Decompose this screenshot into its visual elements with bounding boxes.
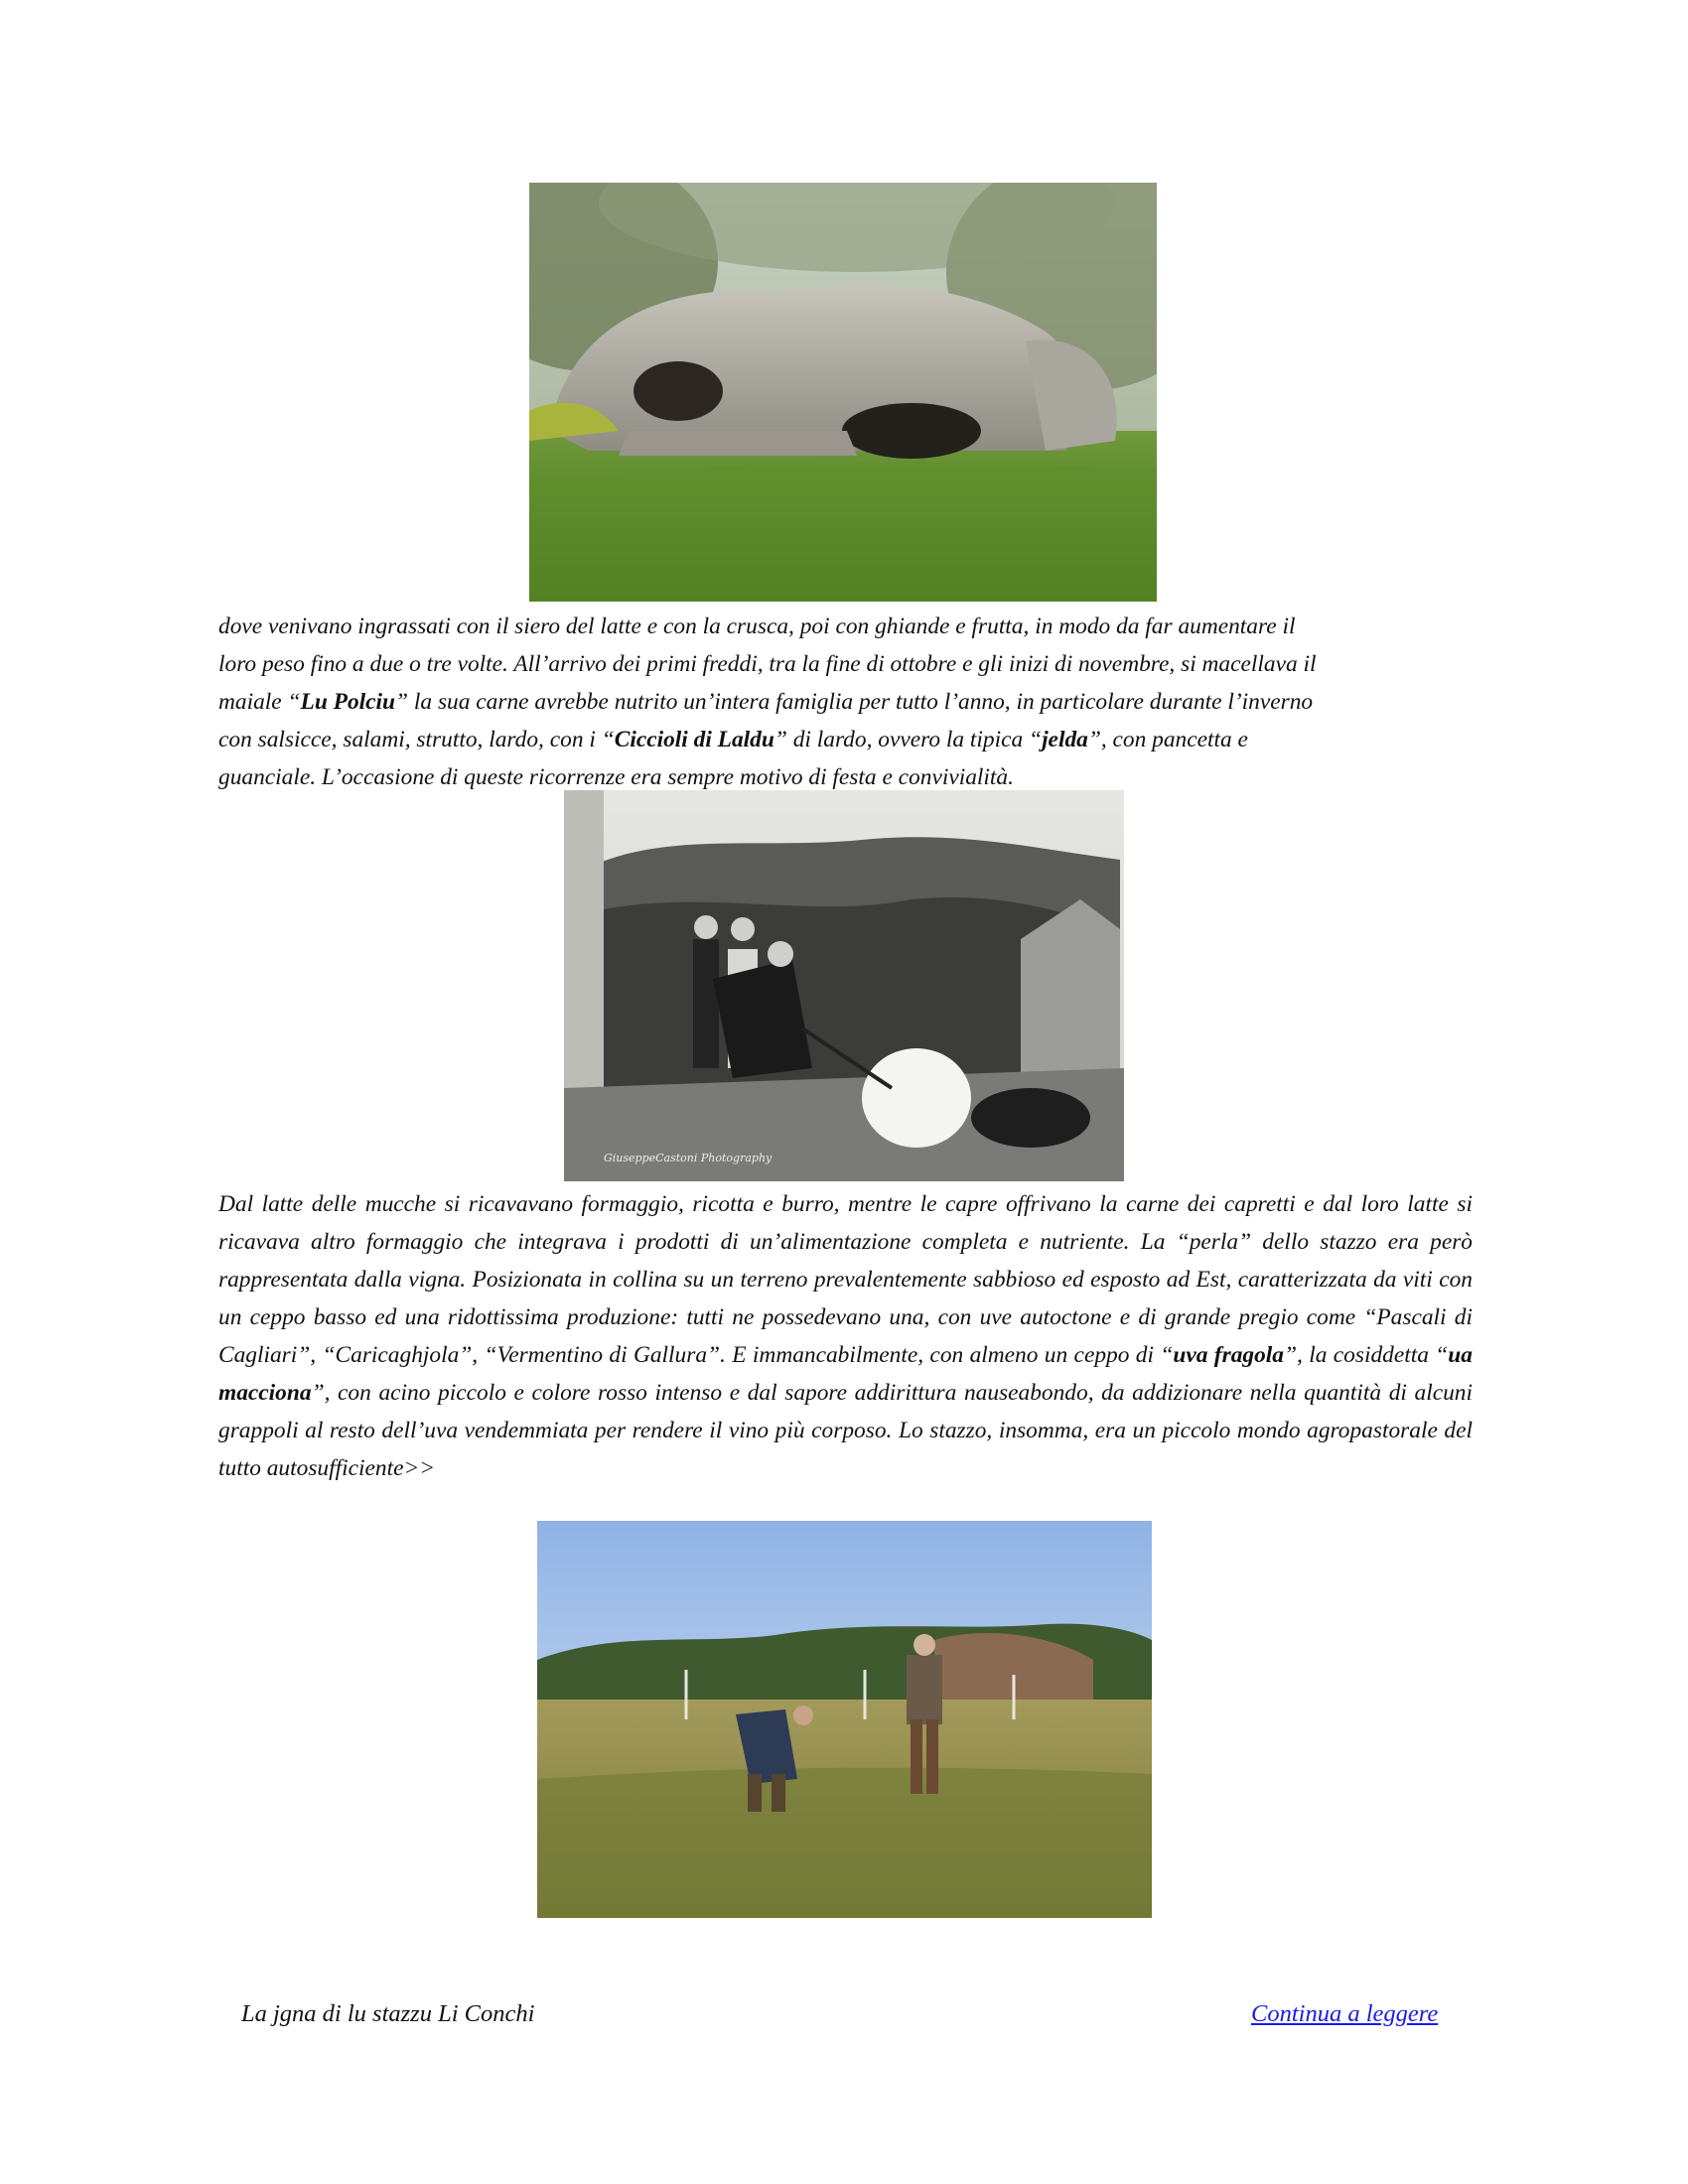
bold-term: ua macciona xyxy=(218,1342,1474,1406)
text-run: loro peso fino a due o tre volte. All’arrivo dei primi freddi, tra la fine di ottobre e gli inizi di novembre, si macellava il xyxy=(218,651,1317,677)
photo-caption: La jgna di lu stazzu Li Conchi xyxy=(241,2000,535,2027)
continue-reading-link[interactable]: Continua a leggere xyxy=(1251,2000,1439,2027)
bold-term: uva fragola xyxy=(1173,1342,1284,1368)
text-run: ” di lardo, ovvero la tipica “ xyxy=(774,727,1043,752)
text-run: Dal latte delle mucche si ricavavano formaggio, ricotta e burro, mentre le capre offrivano la carne dei capretti e dal loro latte si ricavava altro formaggio che integrava i prodotti di un’alimentazione completa e nutriente. La “perla” dello stazzo era però rappresentata dalla vigna. Posizionata in collina su un terreno prevalentemente sabbioso ed esposto ad Est, caratterizzata da viti con un ceppo basso ed una ridottissima produzione: tutti ne possedevano una, con uve autoctone e di grande pregio come “Pascali di Cagliari”, “Caricaghjola”, “Vermentino di Gallura”. E immancabilmente, con almeno un ceppo di “ xyxy=(218,1191,1473,1368)
black-and-white-pig-singeing-photo xyxy=(564,790,1124,1181)
paragraph-line xyxy=(218,683,1479,721)
text-run: ”, la cosiddetta “ xyxy=(1283,1342,1449,1368)
rock-shelter-photo xyxy=(529,183,1157,602)
text-run: maiale “ xyxy=(218,689,301,715)
text-run: con salsicce, salami, strutto, lardo, con i “ xyxy=(218,727,615,752)
text-run: guanciale. L’occasione di queste ricorrenze era sempre motivo di festa e convivialità. xyxy=(218,764,1014,790)
paragraph-milk-and-vineyard xyxy=(218,1185,1473,1487)
bold-term: Lu Polciu xyxy=(300,689,396,715)
text-run: ”, con pancetta e xyxy=(1087,727,1248,752)
photo-watermark: GiuseppeCastoni Photography xyxy=(604,1152,773,1164)
text-run: dove venivano ingrassati con il siero del latte e con la crusca, poi con ghiande e frutta, in modo da far aumentare il xyxy=(218,614,1296,639)
text-run: ” la sua carne avrebbe nutrito un’intera famiglia per tutto l’anno, in particolare durante l’inverno xyxy=(395,689,1314,715)
paragraph-line xyxy=(218,645,1479,683)
paragraph-pig-fattening xyxy=(218,608,1479,796)
bold-term: jelda xyxy=(1042,727,1088,752)
text-run: ”, con acino piccolo e colore rosso intenso e dal sapore addirittura nauseabondo, da addizionare nella quantità di alcuni grappoli al resto dell’uva vendemmiata per rendere il vino più corposo. Lo stazzo, insomma, era un piccolo mondo agropastorale del tutto autosufficiente>> xyxy=(218,1380,1473,1481)
paragraph-line xyxy=(218,721,1479,758)
bold-term: Ciccioli di Laldu xyxy=(614,727,774,752)
vineyard-photo xyxy=(537,1521,1152,1918)
paragraph-line xyxy=(218,608,1479,645)
